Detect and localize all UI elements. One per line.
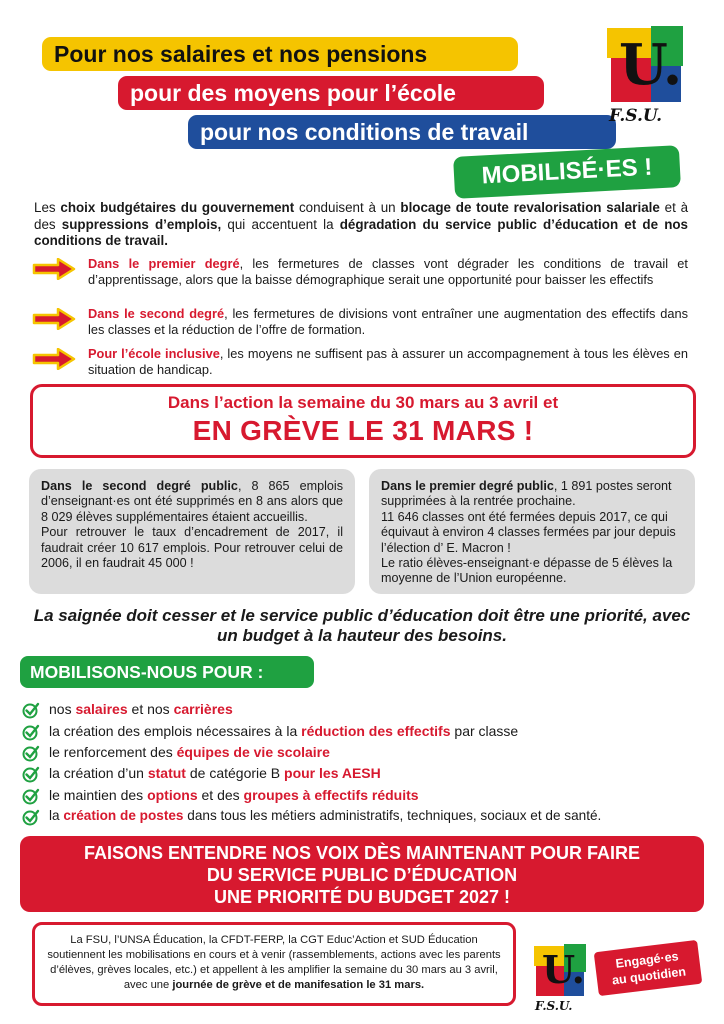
bullet-premier-degre — [32, 256, 688, 304]
check-item-aesh: la création d’un statut de catégorie B pour les AESH — [22, 763, 712, 783]
check-item-salaires: nos salaires et nos carrières — [22, 699, 712, 719]
fsu-logo-bottom — [532, 944, 588, 1018]
final-call-banner — [20, 836, 704, 912]
bullet-lead: Dans le premier degré — [88, 256, 240, 271]
intersyndicale-bold: journée de grève et de manifesation le 31 mars. — [172, 979, 425, 991]
intro-bold: suppressions d’emplois, — [61, 216, 222, 232]
logo-name: F.S.U. — [609, 106, 663, 126]
check-icon — [22, 723, 40, 741]
fsu-logo — [605, 26, 685, 132]
headline-moyens: pour des moyens pour l’école — [118, 76, 544, 110]
engage-line-1: Engagé·es — [614, 949, 680, 971]
bullet-text: , les fermetures de classes vont dégrader les conditions de travail et d’apprentissage, alors que la baisse démographique serait une opportunité pour baisser les effectifs — [88, 256, 688, 287]
intro-text: et à des — [34, 200, 689, 232]
check-icon — [22, 701, 40, 719]
info-box-second-degre — [29, 469, 355, 594]
engage-line-2: au quotidien — [611, 964, 687, 988]
final-line-2: DU SERVICE PUBLIC D’ÉDUCATION — [206, 865, 518, 885]
check-icon — [22, 808, 40, 826]
logo-letter: U. — [619, 32, 683, 98]
intro-bold: choix budgétaires du gouvernement — [60, 200, 295, 215]
check-item-options: le maintien des options et des groupes à effectifs réduits — [22, 785, 712, 805]
box-text: Le ratio élèves-enseignant·e dépasse de 5 élèves la moyenne de l’Union européenne. — [381, 556, 673, 586]
final-line-3: UNE PRIORITÉ DU BUDGET 2027 ! — [213, 887, 511, 907]
final-line-1: FAISONS ENTENDRE NOS VOIX DÈS MAINTENANT POUR FAIRE — [83, 843, 641, 863]
intersyndicale-text: La FSU, l’UNSA Éducation, la CFDT-FERP, la CGT Educ’Action et SUD Éducation soutiennent les mobilisations en cours et à venir (rassemblements, actions avec les parents d’élèves, grèves locales, etc.) et appellent à les amplifier la semaine du 30 mars au 3 avril, avec une — [47, 934, 501, 991]
arrow-icon — [32, 258, 76, 280]
box-lead: Dans le second degré public — [41, 479, 238, 493]
check-icon — [22, 744, 40, 762]
box-text: Pour retrouver le taux d’encadrement de 2017, il faudrait créer 10 617 emplois. Pour retrouver celui de 2006, il en faudrait 45 000 ! — [41, 525, 343, 571]
check-item-effectifs: la création des emplois nécessaires à la réduction des effectifs par classe — [22, 721, 712, 741]
intersyndicale-box — [32, 922, 516, 1006]
bullet-lead: Pour l’école inclusive — [88, 346, 220, 361]
intro-paragraph — [34, 200, 688, 250]
engage-badge — [594, 940, 703, 996]
strike-date: EN GRÈVE LE 31 MARS ! — [192, 415, 534, 446]
intro-text: qui accentuent la — [221, 216, 340, 232]
intro-text: conduisent à un — [294, 200, 401, 215]
box-text: 11 646 classes ont été fermées depuis 2017, ce qui équivaut à environ 4 classes fermées par jour depuis l’élection d’ E. Macron ! — [381, 509, 676, 555]
bullet-lead: Dans le second degré — [88, 306, 225, 321]
check-icon — [22, 765, 40, 783]
action-week: Dans l’action la semaine du 30 mars au 3 avril et — [167, 393, 559, 412]
strike-action-box — [30, 384, 696, 458]
intro-text: Les — [34, 200, 61, 215]
info-box-premier-degre — [369, 469, 695, 594]
check-item-vie-scolaire: le renforcement des équipes de vie scolaire — [22, 742, 712, 762]
bullet-text: , les moyens ne suffisent pas à assurer un accompagnement à tous les élèves en situation de handicap. — [88, 346, 688, 377]
intro-bold: dégradation du service public d’éducation et de nos conditions de travail. — [34, 216, 688, 248]
headline-conditions: pour nos conditions de travail — [188, 115, 616, 149]
arrow-icon — [32, 348, 76, 370]
arrow-icon — [32, 308, 76, 330]
check-icon — [22, 787, 40, 805]
mobilise-badge: MOBILISÉ·ES ! — [453, 145, 681, 199]
intro-bold: blocage de toute revalorisation salariale — [400, 200, 660, 215]
logo-name: F.S.U. — [535, 999, 573, 1013]
saignee-statement: La saignée doit cesser et le service public d’éducation doit être une priorité, avec un budget à la hauteur des besoins. — [33, 606, 691, 645]
box-lead: Dans le premier degré public — [381, 479, 554, 493]
mobilisons-title: MOBILISONS-NOUS POUR : — [20, 656, 314, 688]
bullet-second-degre — [32, 306, 688, 340]
box-text: , 1 891 postes seront supprimées à la rentrée prochaine. — [381, 479, 672, 509]
bullet-text: , les fermetures de divisions vont entraîner une augmentation des effectifs dans les classes et la réduction de l’offre de formation. — [88, 306, 689, 337]
check-item-postes: la création de postes dans tous les métiers administratifs, techniques, sociaux et de santé. — [22, 806, 712, 826]
logo-letter: U. — [542, 947, 585, 992]
headline-salaires: Pour nos salaires et nos pensions — [42, 37, 518, 71]
bullet-ecole-inclusive — [32, 346, 688, 380]
box-text: , 8 865 emplois d’enseignant·es ont été supprimés en 8 ans alors que 8 029 élèves supplémentaires étaient accueillis. — [41, 479, 343, 524]
